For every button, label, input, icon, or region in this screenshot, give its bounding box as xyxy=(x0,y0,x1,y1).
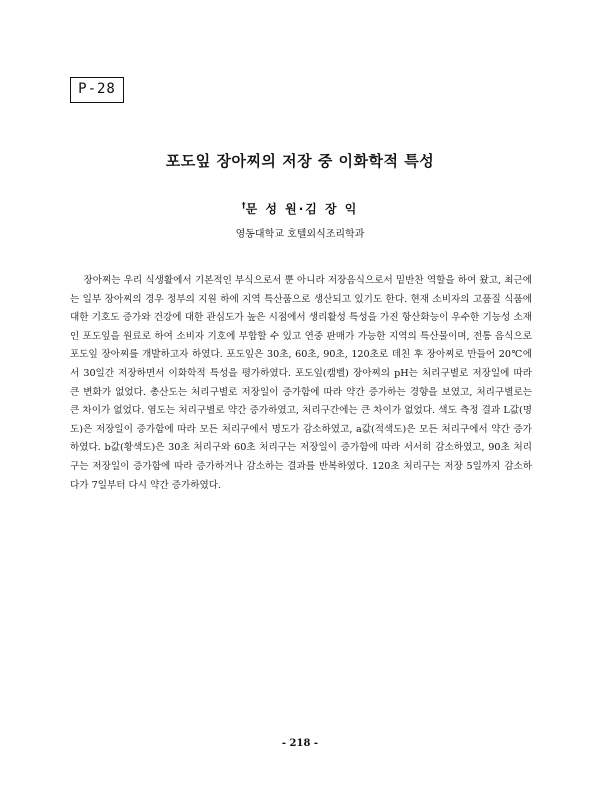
author-names: 문 성 원·김 장 익 xyxy=(245,202,359,216)
paper-title: 포도잎 장아찌의 저장 중 이화학적 특성 xyxy=(165,152,435,170)
affiliation: 영동대학교 호텔외식조리학과 xyxy=(235,229,365,240)
author-line xyxy=(0,200,600,217)
session-label: P-28 xyxy=(70,77,124,103)
page-number: - 218 - xyxy=(281,738,319,749)
corresponding-author-marker: † xyxy=(241,201,246,210)
abstract-body: 장아찌는 우리 식생활에서 기본적인 부식으로서 뿐 아니라 저장음식으로서 밑반찬 역할을 하여 왔고, 최근에는 일부 장아찌의 경우 정부의 지원 하에 지역 특산품으로 생산되고 있기도 한다. 현재 소비자의 고품질 식품에 대한 기호도 증가와 건강에 대한 관심도가 높은 시점에서 생리활성 특성을 가진 항산화능이 우수한 기능성 소재인 포도잎을 원료로 하여 소비자 기호에 부합할 수 있고 연중 판매가 가능한 지역의 특산물이며, 전통 음식으로 포도잎 장아찌를 개발하고자 하였다. 포도잎은 30초, 60초, 90초, 120초로 데친 후 장아찌로 만들어 20℃에서 30일간 저장하면서 이화학적 특성을 평가하였다. 포도잎(캠벨) 장아찌의 pH는 처리구별로 저장일에 따라 큰 변화가 없었다. 총산도는 처리구별로 저장일이 증가함에 따라 약간 증가하는 경향을 보였고, 처리구별로는 큰 차이가 없었다. 염도는 처리구별로 약간 증가하였고, 처리구간에는 큰 차이가 없었다. 색도 측정 결과 L값(명도)은 저장일이 증가함에 따라 모든 처리구에서 명도가 감소하였고, a값(적색도)은 모든 처리구에서 약간 증가하였다. b값(황색도)은 30초 처리구와 60초 처리구는 저장일이 증가함에 따라 서서히 감소하였고, 90초 처리구는 저장일이 증가함에 따라 증가하거나 감소하는 결과를 반복하였다. 120초 처리구는 저장 5일까지 감소하다가 7일부터 다시 약간 증가하였다. xyxy=(70,275,532,491)
